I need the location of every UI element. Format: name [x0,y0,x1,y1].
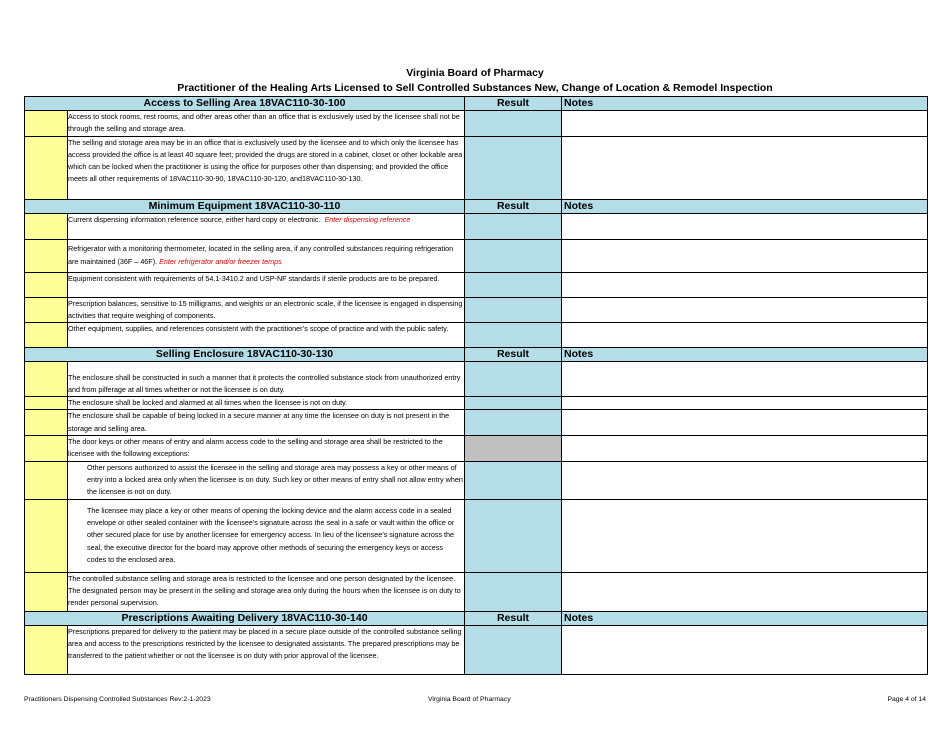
requirement-text: The enclosure shall be locked and alarmed at all times when the licensee is not on duty. [68,397,465,410]
notes-cell[interactable] [562,410,928,436]
table-row [25,362,928,397]
checkbox-cell[interactable] [25,625,68,674]
requirement-text: Other equipment, supplies, and references consistent with the practitioner’s scope of practice and with the public safety. [68,323,465,348]
checkbox-cell[interactable] [25,136,68,199]
notes-cell[interactable] [562,499,928,572]
checkbox-cell[interactable] [25,323,68,348]
footer-page-number: Page 4 of 14 [887,696,926,703]
checkbox-cell[interactable] [25,499,68,572]
notes-cell[interactable] [562,461,928,499]
section-heading: Prescriptions Awaiting Delivery 18VAC110-30-140 [25,611,465,625]
section-heading: Minimum Equipment 18VAC110-30-110 [25,199,465,213]
result-cell[interactable] [465,397,562,410]
table-row [25,272,928,297]
requirement-text: Current dispensing information reference source, either hard copy or electronic. Enter dispensing reference [68,213,465,239]
section-heading: Selling Enclosure 18VAC110-30-130 [25,348,465,362]
notes-cell[interactable] [562,436,928,462]
footer-organization: Virginia Board of Pharmacy [428,696,511,703]
entry-instruction: Enter dispensing reference [324,214,411,224]
result-cell[interactable] [465,136,562,199]
result-cell[interactable] [465,213,562,239]
requirement-text: Prescriptions prepared for delivery to the patient may be placed in a secure place outside of the controlled substance selling area and access to the prescriptions restricted by the licensee to designated assistants. The prepared prescriptions may be transferred to the patient whether or not the licensee is on duty with prior approval of the licensee. [68,625,465,674]
section-header-prescriptions [25,611,928,625]
notes-cell[interactable] [562,362,928,397]
requirement-text: Access to stock rooms, rest rooms, and other areas other than an office that is exclusively used by the licensee shall not be through the selling and storage area. [68,111,465,137]
result-cell[interactable] [465,499,562,572]
notes-column-header: Notes [562,348,928,362]
checkbox-cell[interactable] [25,410,68,436]
result-column-header: Result [465,97,562,111]
result-cell[interactable] [465,625,562,674]
checkbox-cell[interactable] [25,436,68,462]
notes-cell[interactable] [562,323,928,348]
page-subtitle: Practitioner of the Healing Arts Licensed to Sell Controlled Substances New, Change of Location & Remodel Inspection [177,82,773,94]
requirement-text: Other persons authorized to assist the licensee in the selling and storage area may possess a key or other means of entry into a locked area only when the licensee is on duty. Such key or other means of entry shall not allow entry when the licensee is not on duty. [68,461,465,499]
result-cell[interactable] [465,572,562,611]
requirement-text: The door keys or other means of entry and alarm access code to the selling and storage area shall be restricted to the licensee with the following exceptions: [68,436,465,462]
footer-revision: Practitioners Dispensing Controlled Substances Rev:2-1-2023 [24,696,211,703]
checkbox-cell[interactable] [25,572,68,611]
table-row [25,213,928,239]
notes-column-header: Notes [562,611,928,625]
result-column-header: Result [465,348,562,362]
entry-instruction: Enter refrigerator and/or freezer temps [159,256,282,266]
result-cell[interactable] [465,410,562,436]
notes-cell[interactable] [562,272,928,297]
table-row [25,499,928,572]
notes-column-header: Notes [562,97,928,111]
result-column-header: Result [465,611,562,625]
checkbox-cell[interactable] [25,362,68,397]
table-row [25,239,928,272]
notes-cell[interactable] [562,297,928,323]
checkbox-cell[interactable] [25,397,68,410]
result-cell-disabled [465,436,562,462]
requirement-text: Equipment consistent with requirements of 54.1-3410.2 and USP-NF standards if sterile products are to be prepared. [68,272,465,297]
notes-cell[interactable] [562,111,928,137]
checkbox-cell[interactable] [25,461,68,499]
result-cell[interactable] [465,239,562,272]
table-row [25,323,928,348]
notes-cell[interactable] [562,213,928,239]
table-row [25,397,928,410]
table-row [25,136,928,199]
table-row [25,111,928,137]
requirement-text: The enclosure shall be constructed in such a manner that it protects the controlled substance stock from unauthorized entry and from pilferage at all times whether or not the licensee is on duty. [68,362,465,397]
requirement-text: Prescription balances, sensitive to 15 milligrams, and weights or an electronic scale, if the licensee is engaged in dispensing activities that require weighing of components. [68,297,465,323]
requirement-text: The controlled substance selling and storage area is restricted to the licensee and one person designated by the licensee. The designated person may be present in the selling and storage area only during the hours when the licensee is on duty to render personal supervision. [68,572,465,611]
section-header-equipment [25,199,928,213]
checkbox-cell[interactable] [25,111,68,137]
result-column-header: Result [465,199,562,213]
result-cell[interactable] [465,272,562,297]
section-heading: Access to Selling Area 18VAC110-30-100 [25,97,465,111]
result-cell[interactable] [465,323,562,348]
notes-cell[interactable] [562,572,928,611]
section-header-access [25,97,928,111]
notes-cell[interactable] [562,136,928,199]
table-row [25,436,928,462]
result-cell[interactable] [465,297,562,323]
requirement-text: The selling and storage area may be in an office that is exclusively used by the licensee and to which only the licensee has access provided the office is at least 40 square feet; provided the drugs are stored in a cabinet, closet or other lockable area which can be locked when the practitioner is using the office for purposes other than dispensing; and provided the office meets all other requirements of 18VAC110-30-90, 18VAC110-30-120, and18VAC110-30-130. [68,136,465,199]
checkbox-cell[interactable] [25,213,68,239]
checkbox-cell[interactable] [25,272,68,297]
table-row [25,461,928,499]
result-cell[interactable] [465,362,562,397]
requirement-text: The enclosure shall be capable of being locked in a secure manner at any time the licensee on duty is not present in the storage and selling area. [68,410,465,436]
result-cell[interactable] [465,111,562,137]
table-row [25,572,928,611]
requirement-text: The licensee may place a key or other means of opening the locking device and the alarm access code in a sealed envelope or other sealed container with the licensee's signature across the seal in a safe or vault within the office or other secured place for use by another licensee for emergency access. In lieu of the licensee’s signature across the seal, the executive director for the board may approve other methods of securing the emergency keys or access codes to the enclosed area. [68,499,465,572]
notes-cell[interactable] [562,239,928,272]
notes-column-header: Notes [562,199,928,213]
requirement-text: Refrigerator with a monitoring thermometer, located in the selling area, if any controlled substances requiring refrigeration are maintained (36F – 46F). Enter refrigerator and/or freezer temps [68,239,465,272]
page-title: Virginia Board of Pharmacy [406,67,544,79]
table-row [25,297,928,323]
section-header-enclosure [25,348,928,362]
table-row [25,625,928,674]
checkbox-cell[interactable] [25,239,68,272]
checkbox-cell[interactable] [25,297,68,323]
notes-cell[interactable] [562,397,928,410]
table-row [25,410,928,436]
result-cell[interactable] [465,461,562,499]
notes-cell[interactable] [562,625,928,674]
inspection-table [24,96,928,675]
